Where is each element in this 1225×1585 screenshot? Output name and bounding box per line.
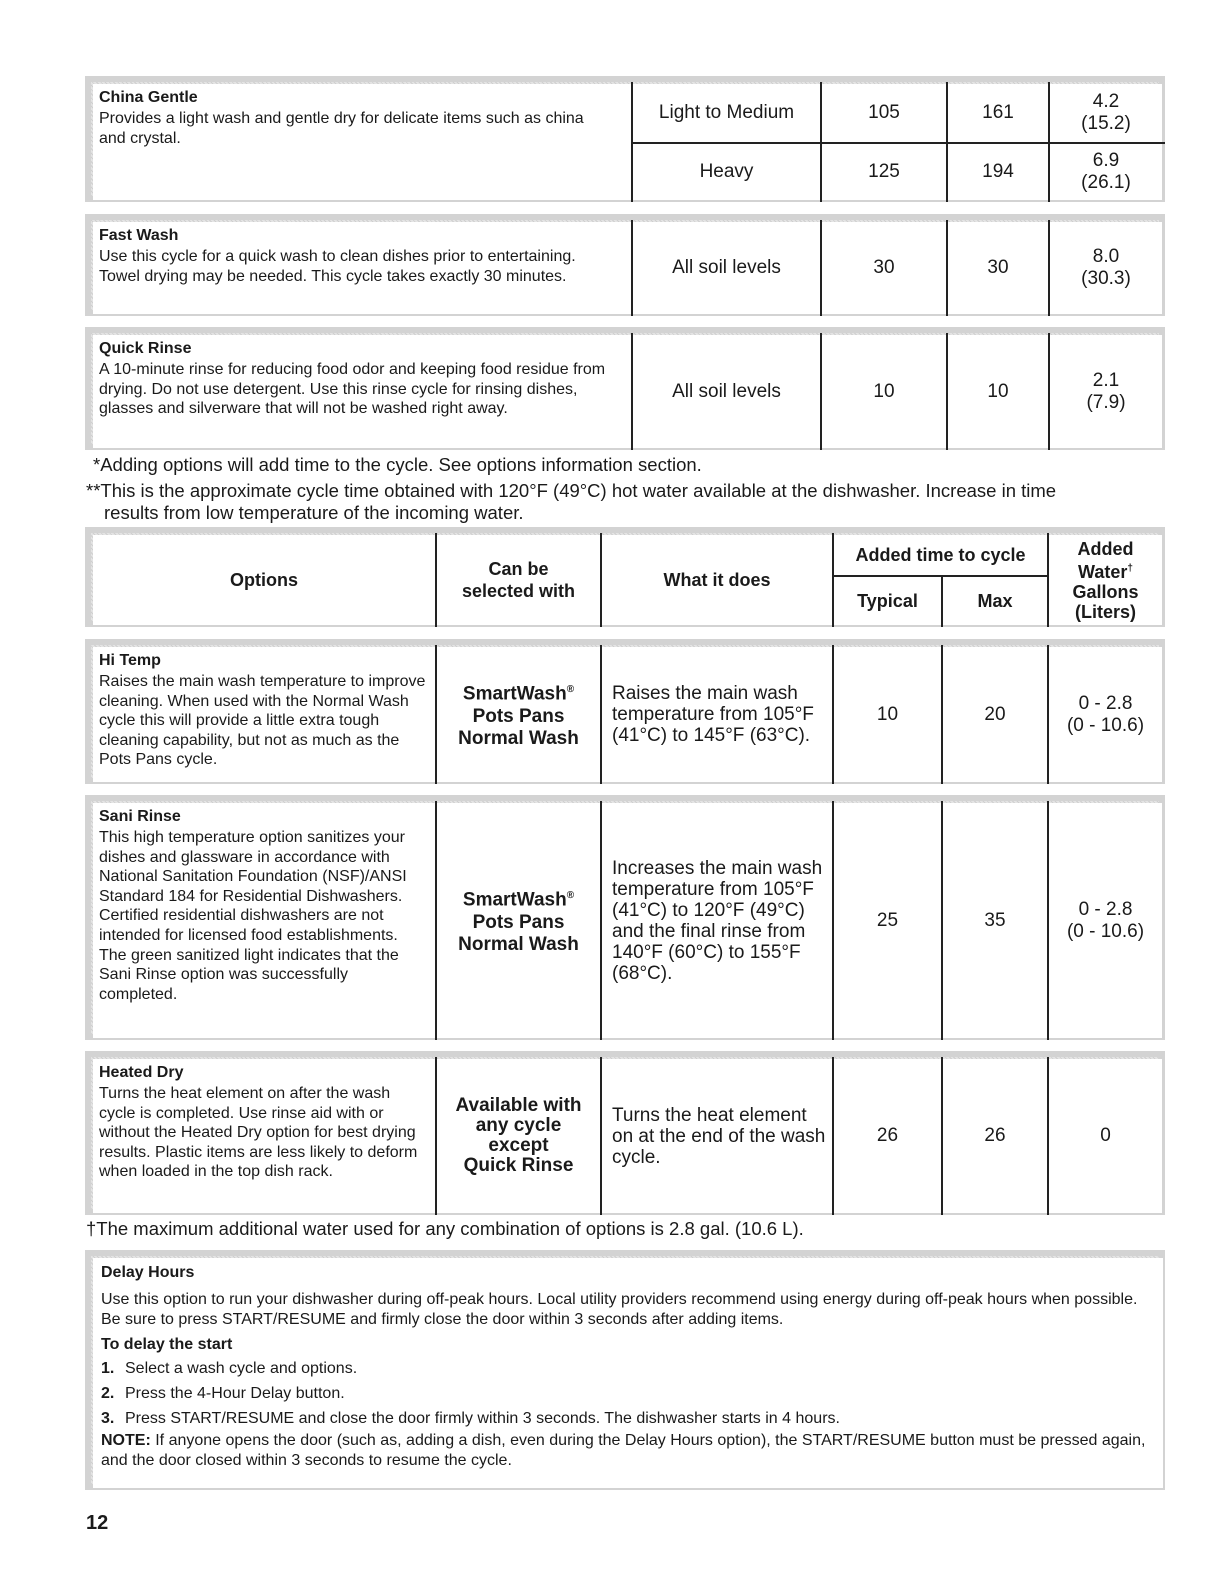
option-water bbox=[1049, 803, 1162, 1038]
option-what-it-does bbox=[602, 803, 832, 1038]
max-time: 10 bbox=[948, 335, 1048, 448]
selected-with-item: Pots Pans bbox=[472, 911, 565, 933]
selected-with-item: Pots Pans bbox=[472, 705, 565, 727]
delay-hours-box bbox=[85, 1250, 1165, 1490]
header-water-line3: Gallons bbox=[1072, 581, 1139, 602]
cycle-fast-wash bbox=[85, 214, 1165, 316]
header-water-line1: Added bbox=[1077, 538, 1134, 559]
header-can-be-line2: selected with bbox=[461, 581, 576, 601]
typical-time: 10 bbox=[822, 335, 946, 448]
option-water bbox=[1049, 647, 1162, 782]
step-text: Select a wash cycle and options. bbox=[125, 1360, 358, 1378]
water-liters: (7.9) bbox=[1086, 391, 1126, 413]
step-text: Press START/RESUME and close the door firmly within 3 seconds. The dishwasher starts in 4 hours. bbox=[125, 1410, 840, 1428]
selected-with-item: Normal Wash bbox=[458, 933, 579, 955]
header-added-time: Added time to cycle bbox=[834, 535, 1047, 575]
delay-hours-title: Delay Hours bbox=[101, 1264, 195, 1281]
option-max: 35 bbox=[943, 803, 1047, 1038]
cycle-name: Quick Rinse bbox=[99, 340, 192, 357]
option-name: Hi Temp bbox=[99, 652, 161, 669]
cycle-name: China Gentle bbox=[99, 89, 198, 106]
step-number: 3. bbox=[101, 1410, 115, 1428]
page-number: 12 bbox=[86, 1512, 109, 1534]
option-description-cell bbox=[93, 1059, 435, 1213]
option-selected-with bbox=[437, 1059, 600, 1213]
cycle-description: Use this cycle for a quick wash to clean dishes prior to entertaining. Towel drying may be needed. This cycle takes exactly 30 minutes. bbox=[99, 248, 576, 285]
option-description: Turns the heat element on after the wash cycle is completed. Use rinse aid with or without the Heated Dry option for best drying results. Plastic items are less likely to deform when loaded in the top dish rack. bbox=[99, 1085, 418, 1181]
water-value: 6.9 bbox=[1092, 150, 1120, 171]
selected-with-item: except bbox=[488, 1135, 549, 1156]
footnote-cycle-time-cont: results from low temperature of the incoming water. bbox=[104, 502, 524, 523]
selected-with-item bbox=[463, 885, 574, 911]
water-value: 4.2 bbox=[1092, 91, 1120, 112]
option-hi-temp bbox=[85, 639, 1165, 784]
water-value: 8.0 bbox=[1092, 246, 1120, 267]
option-description: This high temperature option sanitizes your dishes and glassware in accordance with National Sanitation Foundation (NSF)/ANSI Standard 184 for Residential Dishwashers. Certified residential dishwashers are not intended for licensed food establishments. The green sanitized light indicates that the Sani Rinse option was successfully completed. bbox=[99, 829, 407, 1003]
header-typical: Typical bbox=[834, 577, 941, 625]
delay-hours-content bbox=[93, 1258, 1163, 1488]
water-value: 2.1 bbox=[1092, 369, 1120, 391]
water-gallons bbox=[1050, 222, 1162, 314]
water-liters: (30.3) bbox=[1081, 268, 1131, 289]
option-selected-with bbox=[437, 647, 600, 782]
cycle-description-cell bbox=[93, 335, 631, 448]
footnote-cycle-time: **This is the approximate cycle time obtained with 120°F (49°C) hot water available at the dishwasher. Increase in time bbox=[86, 480, 1057, 501]
selected-with-item: Quick Rinse bbox=[463, 1155, 574, 1176]
typical-time: 30 bbox=[822, 222, 946, 314]
option-typical: 25 bbox=[834, 803, 941, 1038]
max-time: 161 bbox=[948, 84, 1048, 142]
option-max: 20 bbox=[943, 647, 1047, 782]
header-options: Options bbox=[93, 535, 435, 625]
what-text: Increases the main wash temperature from 105°F (41°C) to 120°F (49°C) and the final rinse from 140°F (60°C) to 155°F (68°C). bbox=[612, 857, 823, 984]
cycle-description-cell bbox=[93, 222, 631, 314]
note-label: NOTE: bbox=[101, 1432, 151, 1450]
selected-with-smartwash: SmartWash bbox=[462, 683, 567, 705]
cycle-china-gentle bbox=[85, 76, 1165, 202]
soil-level: Light to Medium bbox=[633, 84, 820, 142]
footnote-options-time: *Adding options will add time to the cycle. See options information section. bbox=[93, 454, 702, 475]
dagger-mark: † bbox=[1127, 562, 1133, 574]
water-liters: (15.2) bbox=[1081, 113, 1131, 134]
typical-time: 125 bbox=[822, 144, 946, 200]
option-description: Raises the main wash temperature to improve cleaning. When used with the Normal Wash cycle this will provide a little extra tough cleaning capability, but not as much as the Pots Pans cycle. bbox=[99, 673, 426, 769]
water-liters: (0 - 10.6) bbox=[1066, 920, 1145, 942]
header-water-line4: (Liters) bbox=[1074, 601, 1136, 622]
header-added-water bbox=[1049, 535, 1162, 625]
option-selected-with bbox=[437, 803, 600, 1038]
typical-time: 105 bbox=[822, 84, 946, 142]
header-water-line2 bbox=[1078, 559, 1133, 582]
water-value: 0 - 2.8 bbox=[1078, 692, 1133, 714]
delay-step bbox=[101, 1356, 357, 1381]
option-name: Heated Dry bbox=[99, 1064, 184, 1081]
delay-note bbox=[101, 1431, 1151, 1470]
selected-with-smartwash: SmartWash bbox=[462, 889, 567, 911]
max-time: 194 bbox=[948, 144, 1048, 200]
option-description-cell bbox=[93, 803, 435, 1038]
max-time: 30 bbox=[948, 222, 1048, 314]
option-description-cell bbox=[93, 647, 435, 782]
cycle-description: Provides a light wash and gentle dry for delicate items such as china and crystal. bbox=[99, 110, 584, 147]
registered-mark: ® bbox=[566, 684, 575, 696]
what-text: Raises the main wash temperature from 105°F (41°C) to 145°F (63°C). bbox=[612, 683, 814, 746]
cycle-quick-rinse bbox=[85, 327, 1165, 450]
registered-mark: ® bbox=[566, 890, 575, 902]
soil-level: Heavy bbox=[633, 144, 820, 200]
option-heated-dry bbox=[85, 1051, 1165, 1215]
delay-step bbox=[101, 1406, 840, 1431]
delay-hours-intro: Use this option to run your dishwasher during off-peak hours. Local utility providers recommend using energy during off-peak hours when possible. Be sure to press START/RESUME and firmly close the door within 3 seconds after adding items. bbox=[101, 1291, 1138, 1328]
step-number: 2. bbox=[101, 1385, 115, 1403]
option-what-it-does bbox=[602, 647, 832, 782]
soil-level: All soil levels bbox=[633, 222, 820, 314]
options-header bbox=[85, 527, 1165, 627]
option-what-it-does bbox=[602, 1059, 832, 1213]
selected-with-item: any cycle bbox=[475, 1115, 562, 1136]
water-value: 0 bbox=[1100, 1125, 1111, 1146]
step-number: 1. bbox=[101, 1360, 115, 1378]
water-liters: (0 - 10.6) bbox=[1066, 714, 1145, 736]
selected-with-item: Normal Wash bbox=[458, 727, 579, 749]
option-sani-rinse bbox=[85, 795, 1165, 1040]
header-max: Max bbox=[943, 577, 1047, 625]
option-water bbox=[1049, 1059, 1162, 1213]
header-can-be-selected bbox=[437, 535, 600, 625]
soil-level: All soil levels bbox=[633, 335, 820, 448]
cycle-description: A 10-minute rinse for reducing food odor and keeping food residue from drying. Do not use detergent. Use this rinse cycle for rinsing dishes, glasses and silverware that will not be washed right away. bbox=[99, 361, 606, 418]
option-name: Sani Rinse bbox=[99, 808, 181, 825]
delay-step bbox=[101, 1381, 345, 1406]
header-what-it-does: What it does bbox=[602, 535, 832, 625]
delay-subheading: To delay the start bbox=[101, 1336, 233, 1354]
water-value: 0 - 2.8 bbox=[1078, 898, 1133, 920]
water-gallons bbox=[1050, 144, 1162, 200]
step-text: Press the 4-Hour Delay button. bbox=[125, 1385, 345, 1403]
option-max: 26 bbox=[943, 1059, 1047, 1213]
header-water-word: Water bbox=[1078, 561, 1128, 582]
header-can-be-line1: Can be bbox=[488, 559, 549, 579]
option-typical: 10 bbox=[834, 647, 941, 782]
water-gallons bbox=[1050, 335, 1162, 448]
cycle-description-cell bbox=[93, 84, 631, 200]
selected-with-item: Available with bbox=[455, 1095, 582, 1116]
footnote-water-max: †The maximum additional water used for any combination of options is 2.8 gal. (10.6 L). bbox=[86, 1218, 804, 1239]
cycle-name: Fast Wash bbox=[99, 227, 179, 244]
option-typical: 26 bbox=[834, 1059, 941, 1213]
water-liters: (26.1) bbox=[1081, 172, 1131, 193]
water-gallons bbox=[1050, 84, 1162, 142]
what-text: Turns the heat element on at the end of the wash cycle. bbox=[612, 1104, 826, 1168]
note-text: If anyone opens the door (such as, adding a dish, even during the Delay Hours option), the START/RESUME button must be pressed again, and the door closed within 3 seconds to resume the cycle. bbox=[101, 1432, 1146, 1469]
selected-with-item bbox=[463, 679, 574, 705]
